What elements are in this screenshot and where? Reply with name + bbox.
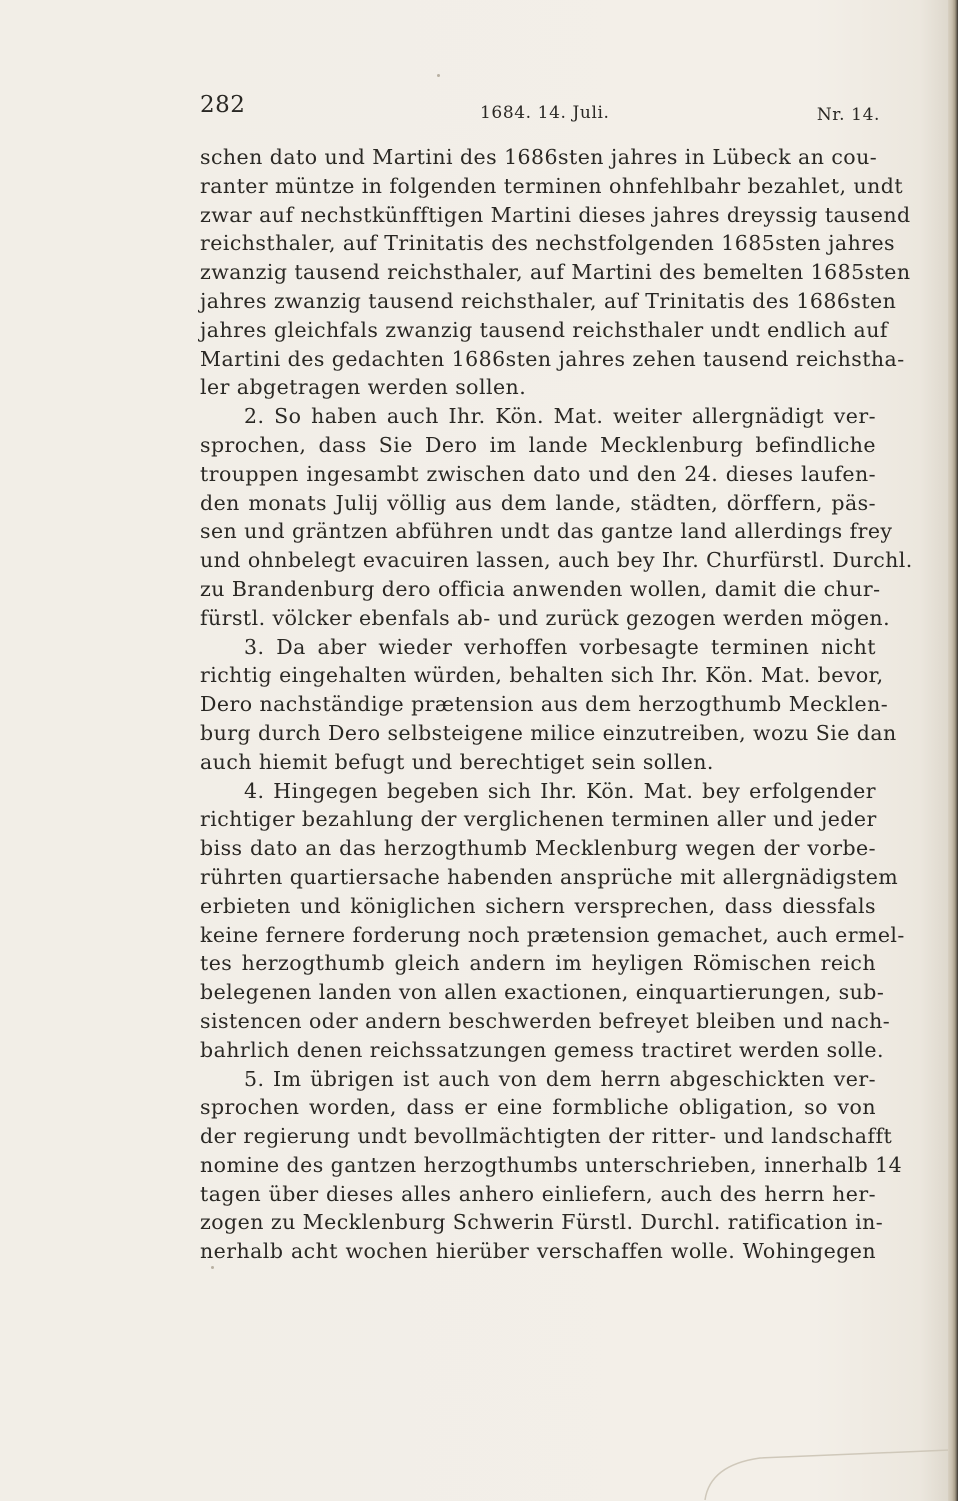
text-line: sen und gräntzen abführen undt das gantze land allerdings frey [200, 519, 893, 544]
text-line: trouppen ingesambt zwischen dato und den 24. dieses laufen- [200, 461, 876, 486]
text-line: jahres zwanzig tausend reichsthaler, auf Trinitatis des 1686sten [200, 288, 897, 313]
text-line: Dero nachständige prætension aus dem herzogthumb Mecklen- [200, 692, 889, 717]
text-line: bahrlich denen reichssatzungen gemess tractiret werden solle. [200, 1037, 884, 1062]
text-line: ranter müntze in folgenden terminen ohnfehlbahr bezahlet, undt [200, 173, 904, 198]
text-line: zu Brandenburg dero officia anwenden wollen, damit die chur- [200, 576, 881, 601]
text-line: richtig eingehalten würden, behalten sich Ihr. Kön. Mat. bevor, [200, 663, 884, 688]
page-header [200, 92, 880, 132]
text-line: reichsthaler, auf Trinitatis des nechstfolgenden 1685sten jahres [200, 231, 896, 256]
text-line: ler abgetragen werden sollen. [200, 375, 527, 400]
document-number: Nr. 14. [816, 105, 880, 125]
text-line: zogen zu Mecklenburg Schwerin Fürstl. Durchl. ratification in- [200, 1210, 884, 1235]
text-line: und ohnbelegt evacuiren lassen, auch bey Ihr. Churfürstl. Durchl. [200, 548, 913, 573]
text-line: den monats Julij völlig aus dem lande, städten, dörffern, päs- [200, 490, 876, 515]
text-line: rührten quartiersache habenden ansprüche mit allergnädigstem [200, 864, 899, 889]
paper-speck [437, 74, 440, 77]
paragraph-5-start: 5. Im übrigen ist auch von dem herrn abgeschickten ver- [244, 1066, 876, 1091]
text-line: auch hiemit befugt und berechtiget sein sollen. [200, 749, 714, 774]
page-number: 282 [200, 92, 246, 118]
text-line: der regierung undt bevollmächtigten der ritter- und landschafft [200, 1124, 893, 1149]
paragraph-4-start: 4. Hingegen begeben sich Ihr. Kön. Mat. bey erfolgender [244, 778, 876, 803]
text-line: tes herzogthumb gleich andern im heyligen Römischen reich [200, 951, 876, 976]
text-line: nerhalb acht wochen hierüber verschaffen wolle. Wohingegen [200, 1239, 876, 1264]
body-text [200, 143, 913, 1266]
page-binding-edge [948, 0, 958, 1501]
running-head-date: 1684. 14. Juli. [480, 103, 610, 123]
paper-speck [211, 1266, 214, 1269]
page-curl-shadow [700, 1420, 958, 1501]
text-line: biss dato an das herzogthumb Mecklenburg wegen der vorbe- [200, 836, 876, 861]
paragraph-3-start: 3. Da aber wieder verhoffen vorbesagte terminen nicht [244, 634, 876, 659]
text-line: schen dato und Martini des 1686sten jahres in Lübeck an cou- [200, 145, 878, 169]
text-line: sistencen oder andern beschwerden befreyet bleiben und nach- [200, 1008, 891, 1033]
page-curl-line [705, 1450, 950, 1500]
text-line: erbieten und königlichen sichern versprechen, dass diessfals [200, 893, 876, 918]
text-line: sprochen, dass Sie Dero im lande Mecklenburg befindliche [200, 432, 876, 457]
text-line: keine fernere forderung noch prætension gemachet, auch ermel- [200, 922, 905, 947]
text-line: sprochen worden, dass er eine formbliche obligation, so von [200, 1095, 876, 1120]
text-line: fürstl. völcker ebenfals ab- und zurück gezogen werden mögen. [200, 605, 891, 630]
text-line: richtiger bezahlung der verglichenen terminen aller und jeder [200, 807, 877, 832]
text-line: zwar auf nechstkünfftigen Martini dieses jahres dreyssig tausend [200, 202, 911, 227]
text-line: Martini des gedachten 1686sten jahres zehen tausend reichstha- [200, 346, 905, 371]
text-line: nomine des gantzen herzogthumbs unterschrieben, innerhalb 14 [200, 1152, 903, 1177]
text-line: burg durch Dero selbsteigene milice einzutreiben, wozu Sie dan [200, 720, 897, 745]
text-line: jahres gleichfals zwanzig tausend reichsthaler undt endlich auf [200, 317, 888, 342]
text-line: belegenen landen von allen exactionen, einquartierungen, sub- [200, 980, 885, 1005]
text-line: zwanzig tausend reichsthaler, auf Martini des bemelten 1685sten [200, 260, 911, 285]
text-line: tagen über dieses alles anhero einliefern, auch des herrn her- [200, 1181, 876, 1206]
paragraph-2-start: 2. So haben auch Ihr. Kön. Mat. weiter allergnädigt ver- [244, 404, 876, 429]
